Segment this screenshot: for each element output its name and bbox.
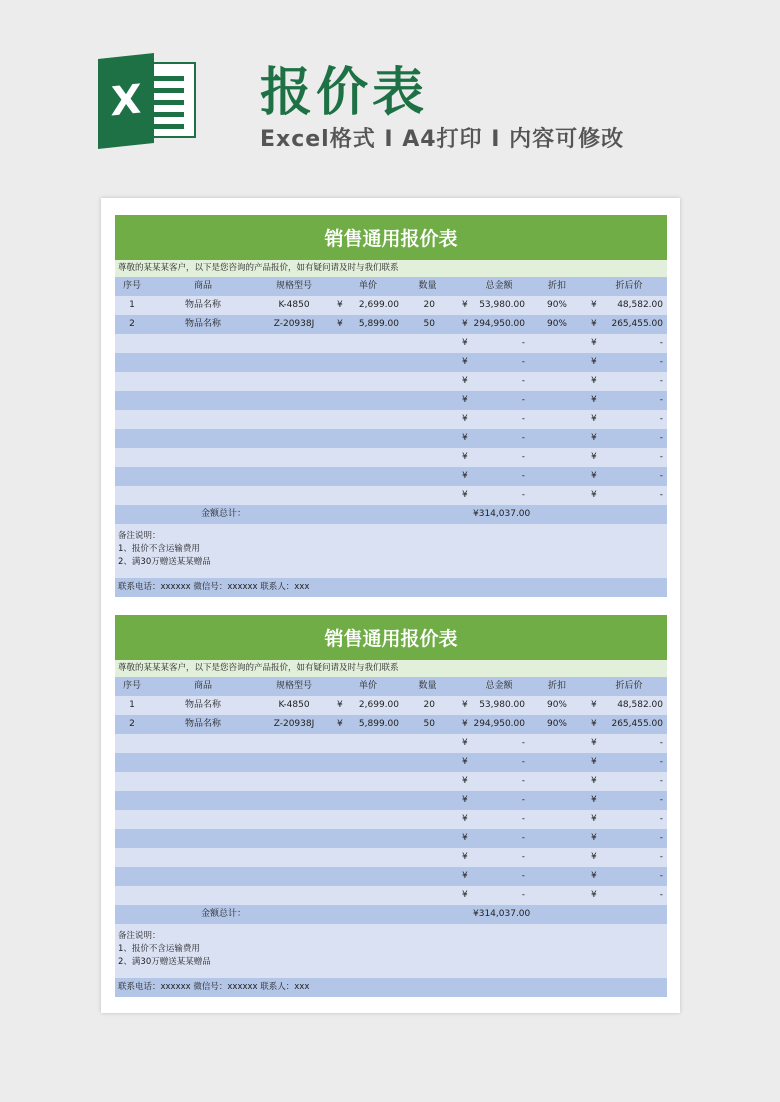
cell-total: - [521,433,525,443]
table-row [115,315,667,334]
cell-after: - [659,357,663,367]
note-item: 1、报价不含运输费用 [118,544,200,554]
cell-total-currency: ¥ [462,490,468,500]
cell-after-currency: ¥ [591,776,597,786]
cell-after-currency: ¥ [591,452,597,462]
cell-total-currency: ¥ [462,376,468,386]
cell-after-currency: ¥ [591,376,597,386]
cell-after: - [659,833,663,843]
cell-after: - [659,452,663,462]
table-header-row [115,677,667,696]
cell-after-currency: ¥ [591,395,597,405]
cell-no: 1 [129,700,135,710]
cell-total: - [521,890,525,900]
cell-total-currency: ¥ [462,357,468,367]
cell-total: 53,980.00 [479,700,525,710]
cell-total-currency: ¥ [462,414,468,424]
cell-after-currency: ¥ [591,357,597,367]
col-header-price: 单价 [358,681,377,691]
cell-model: K-4850 [278,300,310,310]
cell-after: 48,582.00 [617,700,663,710]
cell-after-currency: ¥ [591,490,597,500]
cell-qty: 20 [423,300,435,310]
cell-after: - [659,757,663,767]
cell-price: 5,899.00 [358,719,399,729]
cell-total: - [521,776,525,786]
cell-total: - [521,338,525,348]
cell-price-currency: ¥ [337,300,343,310]
table-row [115,486,667,505]
col-header-model: 规格型号 [275,281,312,291]
total-row [115,905,667,924]
cell-after-currency: ¥ [591,300,597,310]
cell-price-currency: ¥ [337,719,343,729]
table-row [115,867,667,886]
cell-total: - [521,452,525,462]
cell-after: - [659,376,663,386]
cell-after: - [659,471,663,481]
cell-after-currency: ¥ [591,338,597,348]
col-header-total: 总金额 [485,281,513,291]
contact-row: 联系电话：xxxxxx 微信号：xxxxxx 联系人：xxx [115,978,667,997]
cell-after-currency: ¥ [591,719,597,729]
cell-no: 2 [129,319,135,329]
table-row [115,391,667,410]
cell-total: - [521,833,525,843]
table-row [115,448,667,467]
cell-price: 2,699.00 [358,300,399,310]
table-body [115,296,667,505]
cell-after: - [659,338,663,348]
cell-after-currency: ¥ [591,890,597,900]
table-row [115,296,667,315]
table-row [115,334,667,353]
note-item: 1、报价不含运输费用 [118,944,200,954]
quote-sheet-1 [115,215,667,597]
greeting-text: 尊敬的某某某客户，以下是您咨询的产品报价，如有疑问请及时与我们联系 [115,660,667,677]
cell-total-currency: ¥ [462,452,468,462]
cell-total: - [521,871,525,881]
table-header-row [115,277,667,296]
cell-total: - [521,395,525,405]
col-header-price: 单价 [358,281,377,291]
cell-after-currency: ¥ [591,433,597,443]
cell-after-currency: ¥ [591,700,597,710]
cell-name: 物品名称 [184,300,221,310]
cell-name: 物品名称 [184,719,221,729]
cell-no: 1 [129,300,135,310]
page-subtitle: Excel格式 I A4打印 I 内容可修改 [260,127,625,152]
table-row [115,848,667,867]
cell-after: - [659,871,663,881]
notes-block [115,524,667,578]
cell-total: - [521,414,525,424]
col-header-after: 折后价 [615,681,643,691]
cell-after: 265,455.00 [611,719,663,729]
col-header-model: 规格型号 [275,681,312,691]
cell-after-currency: ¥ [591,833,597,843]
contact-row: 联系电话：xxxxxx 微信号：xxxxxx 联系人：xxx [115,578,667,597]
cell-total-currency: ¥ [462,738,468,748]
cell-model: Z-20938J [273,319,315,329]
cell-after: - [659,814,663,824]
notes-heading: 备注说明： [118,931,161,941]
cell-after-currency: ¥ [591,738,597,748]
table-row [115,696,667,715]
table-row [115,772,667,791]
cell-total: - [521,738,525,748]
total-value: ¥314,037.00 [473,909,531,919]
cell-total: - [521,376,525,386]
cell-price: 5,899.00 [358,319,399,329]
col-header-qty: 数量 [418,681,437,691]
cell-after-currency: ¥ [591,471,597,481]
cell-discount: 90% [546,700,567,710]
col-header-name: 商品 [193,681,212,691]
cell-total: 294,950.00 [473,319,525,329]
table-row [115,886,667,905]
table-row [115,791,667,810]
sheet-title: 销售通用报价表 [115,615,667,660]
cell-total-currency: ¥ [462,700,468,710]
cell-after-currency: ¥ [591,871,597,881]
cell-total-currency: ¥ [462,300,468,310]
cell-price-currency: ¥ [337,700,343,710]
col-header-discount: 折扣 [547,281,566,291]
cell-total-currency: ¥ [462,814,468,824]
col-header-total: 总金额 [485,681,513,691]
cell-after-currency: ¥ [591,319,597,329]
note-item: 2、满30万赠送某某赠品 [118,957,211,967]
cell-after: - [659,490,663,500]
cell-model: Z-20938J [273,719,315,729]
cell-after: - [659,852,663,862]
cell-discount: 90% [546,300,567,310]
notes-heading: 备注说明： [118,531,161,541]
notes-block [115,924,667,978]
table-row [115,467,667,486]
cell-after: - [659,776,663,786]
col-header-name: 商品 [193,281,212,291]
cell-price-currency: ¥ [337,319,343,329]
cell-qty: 50 [423,319,435,329]
excel-logo-letter: X [98,53,154,149]
cell-after: - [659,890,663,900]
table-row [115,372,667,391]
sheet-title: 销售通用报价表 [115,215,667,260]
col-header-no: 序号 [122,281,141,291]
table-row [115,810,667,829]
cell-total-currency: ¥ [462,757,468,767]
cell-total: 294,950.00 [473,719,525,729]
cell-after: - [659,795,663,805]
total-label: 金额总计： [201,909,247,919]
cell-no: 2 [129,719,135,729]
cell-total-currency: ¥ [462,319,468,329]
cell-after-currency: ¥ [591,814,597,824]
cell-after: - [659,433,663,443]
cell-total-currency: ¥ [462,871,468,881]
cell-total: - [521,795,525,805]
document-paper [101,198,680,1013]
cell-total: - [521,814,525,824]
cell-model: K-4850 [278,700,310,710]
cell-discount: 90% [546,319,567,329]
cell-total-currency: ¥ [462,852,468,862]
cell-total: 53,980.00 [479,300,525,310]
cell-total-currency: ¥ [462,776,468,786]
cell-total-currency: ¥ [462,833,468,843]
total-label: 金额总计： [201,509,247,519]
cell-after: - [659,414,663,424]
quote-sheet-2 [115,615,667,997]
cell-total-currency: ¥ [462,890,468,900]
col-header-discount: 折扣 [547,681,566,691]
cell-total: - [521,357,525,367]
cell-total-currency: ¥ [462,395,468,405]
cell-after-currency: ¥ [591,757,597,767]
cell-total-currency: ¥ [462,338,468,348]
total-value: ¥314,037.00 [473,509,531,519]
cell-qty: 50 [423,719,435,729]
cell-total: - [521,471,525,481]
col-header-qty: 数量 [418,281,437,291]
cell-name: 物品名称 [184,319,221,329]
cell-after: - [659,738,663,748]
table-row [115,353,667,372]
cell-price: 2,699.00 [358,700,399,710]
cell-total: - [521,852,525,862]
cell-discount: 90% [546,719,567,729]
table-row [115,829,667,848]
excel-logo-icon [98,56,198,146]
table-row [115,410,667,429]
total-row [115,505,667,524]
table-row [115,429,667,448]
cell-qty: 20 [423,700,435,710]
cell-total: - [521,490,525,500]
cell-total-currency: ¥ [462,433,468,443]
cell-name: 物品名称 [184,700,221,710]
cell-total-currency: ¥ [462,471,468,481]
table-body [115,696,667,905]
col-header-no: 序号 [122,681,141,691]
cell-after: 48,582.00 [617,300,663,310]
table-row [115,734,667,753]
cell-after-currency: ¥ [591,852,597,862]
col-header-after: 折后价 [615,281,643,291]
page-title: 报价表 [260,63,429,123]
cell-after-currency: ¥ [591,414,597,424]
cell-after: 265,455.00 [611,319,663,329]
table-row [115,715,667,734]
cell-after-currency: ¥ [591,795,597,805]
cell-total-currency: ¥ [462,719,468,729]
cell-after: - [659,395,663,405]
note-item: 2、满30万赠送某某赠品 [118,557,211,567]
cell-total: - [521,757,525,767]
cell-total-currency: ¥ [462,795,468,805]
greeting-text: 尊敬的某某某客户，以下是您咨询的产品报价，如有疑问请及时与我们联系 [115,260,667,277]
table-row [115,753,667,772]
